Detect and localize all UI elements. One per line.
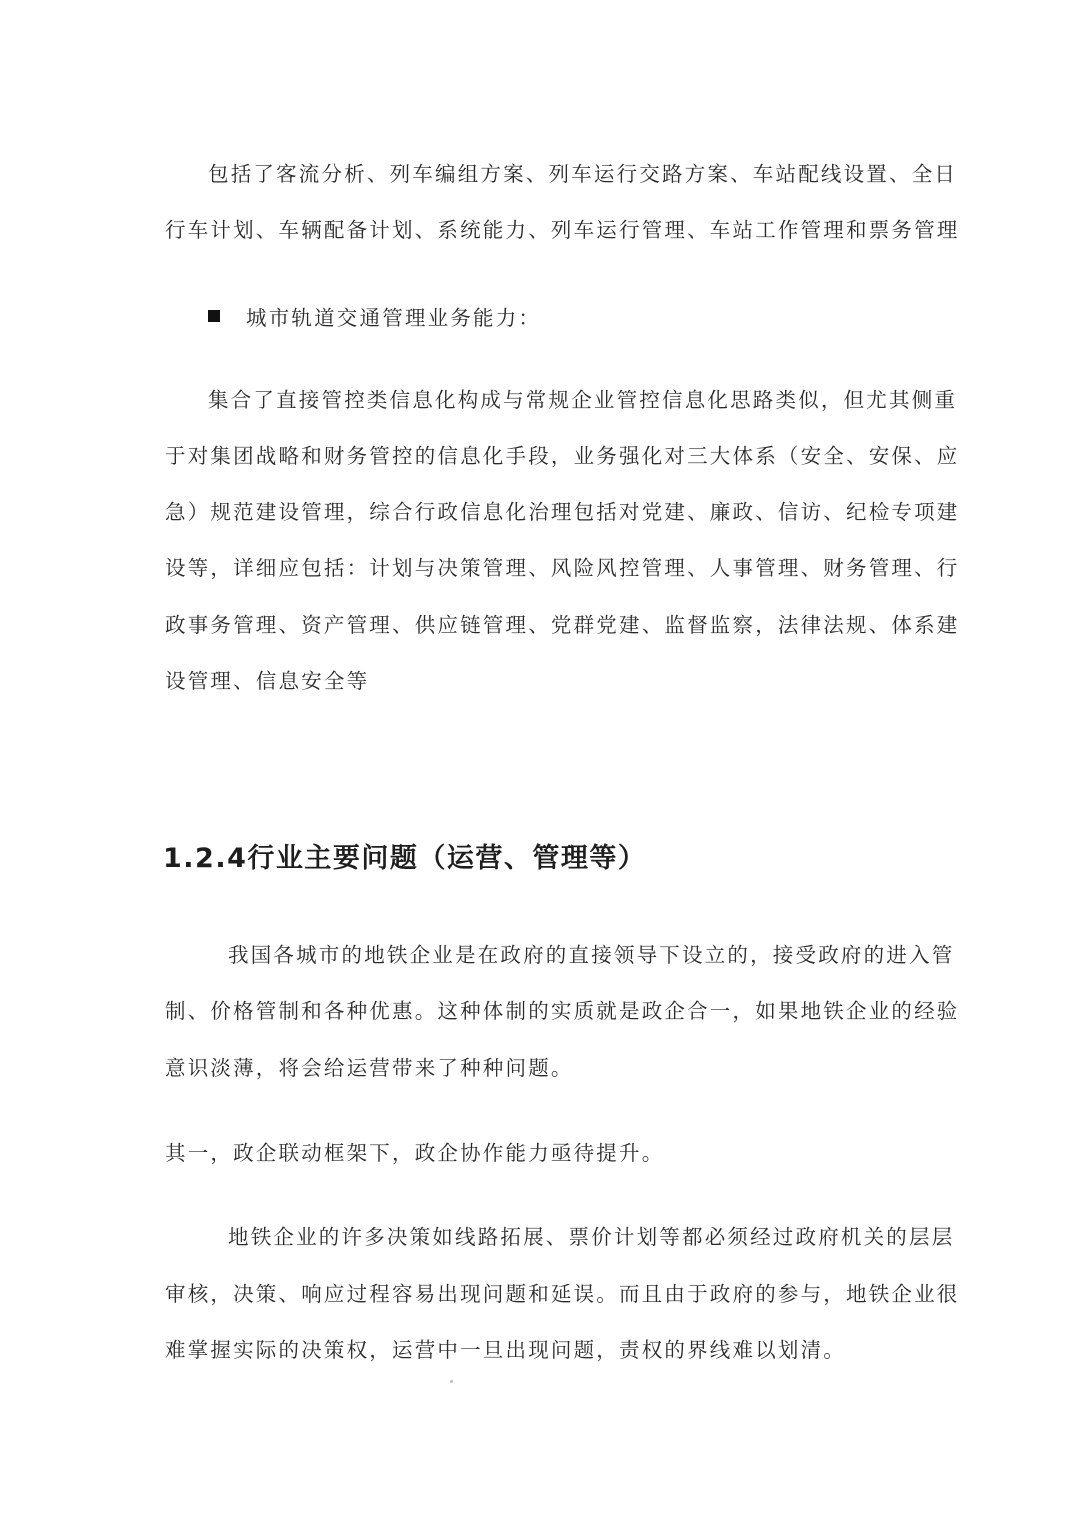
paragraph2-line-1: 集合了直接管控类信息化构成与常规企业管控信息化思路类似，但尤其侧重 [208, 388, 958, 412]
scan-speck [450, 1380, 453, 1383]
paragraph1-line-1: 包括了客流分析、列车编组方案、列车运行交路方案、车站配线设置、全日 [208, 162, 958, 186]
paragraph3-line-2: 制、价格管制和各种优惠。这种体制的实质就是政企合一，如果地铁企业的经验 [165, 999, 960, 1023]
paragraph3-line-3: 意识淡薄，将会给运营带来了种种问题。 [165, 1056, 574, 1080]
paragraph2-line-2: 于对集团战略和财务管控的信息化手段，业务强化对三大体系（安全、安保、应 [165, 444, 960, 468]
point1-text: 其一，政企联动框架下，政企协作能力亟待提升。 [165, 1141, 665, 1165]
paragraph1-line-2: 行车计划、车辆配备计划、系统能力、列车运行管理、车站工作管理和票务管理 [165, 218, 960, 242]
paragraph3-line-1: 我国各城市的地铁企业是在政府的直接领导下设立的，接受政府的进入管 [228, 943, 955, 967]
bullet-label: 城市轨道交通管理业务能力： [246, 306, 542, 330]
bullet-item [208, 301, 541, 331]
paragraph2-line-4: 设等，详细应包括：计划与决策管理、风险风控管理、人事管理、财务管理、行 [165, 556, 960, 580]
paragraph4-line-3: 难掌握实际的决策权，运营中一旦出现问题，责权的界线难以划清。 [165, 1338, 846, 1362]
paragraph2-line-3: 急）规范建设管理，综合行政信息化治理包括对党建、廉政、信访、纪检专项建 [165, 500, 960, 524]
paragraph4-line-1: 地铁企业的许多决策如线路拓展、票价计划等都必须经过政府机关的层层 [228, 1225, 955, 1249]
section-heading: 1.2.4行业主要问题（运营、管理等） [163, 843, 647, 874]
paragraph4-line-2: 审核，决策、响应过程容易出现问题和延误。而且由于政府的参与，地铁企业很 [165, 1282, 960, 1306]
square-bullet-icon [208, 310, 220, 322]
paragraph2-line-5: 政事务管理、资产管理、供应链管理、党群党建、监督监察，法律法规、体系建 [165, 613, 960, 637]
paragraph2-line-6: 设管理、信息安全等 [165, 669, 370, 693]
